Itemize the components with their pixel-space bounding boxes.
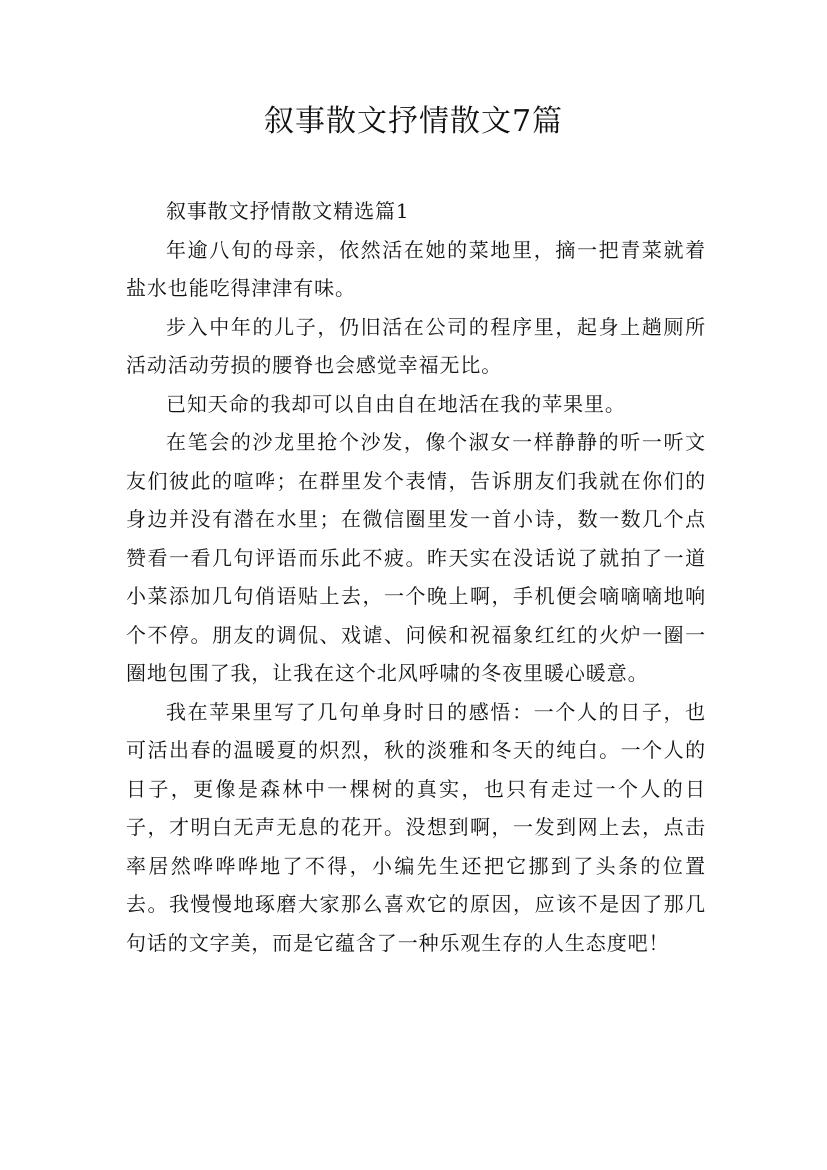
paragraph-5: 我在苹果里写了几句单身时日的感悟：一个人的日子，也可活出春的温暖夏的炽烈，秋的淡雅和冬天的纯白。一个人的日子，更像是森林中一棵树的真实，也只有走过一个人的日子，才明白无声无息的花开。没想到啊，一发到网上去，点击率居然哗哗哗地了不得，小编先生还把它挪到了头条的位置去。我慢慢地琢磨大家那么喜欢它的原因，应该不是因了那几句话的文字美，而是它蕴含了一种乐观生存的人生态度吧！	[126, 699, 706, 955]
document-body	[126, 192, 706, 962]
document-title: 叙事散文抒情散文7篇	[263, 104, 564, 139]
paragraph-2: 步入中年的儿子，仍旧活在公司的程序里，起身上趟厕所活动活动劳损的腰脊也会感觉幸福无比。	[126, 314, 706, 377]
paragraph-1: 年逾八旬的母亲，依然活在她的菜地里，摘一把青菜就着盐水也能吃得津津有味。	[126, 237, 706, 300]
paragraph-3: 已知天命的我却可以自由自在地活在我的苹果里。	[166, 391, 626, 416]
paragraph-4: 在笔会的沙龙里抢个沙发，像个淑女一样静静的听一听文友们彼此的喧哗；在群里发个表情，告诉朋友们我就在你们的身边并没有潜在水里；在微信圈里发一首小诗，数一数几个点赞看一看几句评语而乐此不疲。昨天实在没话说了就拍了一道小菜添加几句俏语贴上去，一个晚上啊，手机便会嘀嘀嘀地响个不停。朋友的调侃、戏谑、问候和祝福象红红的火炉一圈一圈地包围了我，让我在这个北风呼啸的冬夜里暖心暖意。	[126, 430, 706, 685]
section-heading: 叙事散文抒情散文精选篇1	[166, 199, 410, 223]
